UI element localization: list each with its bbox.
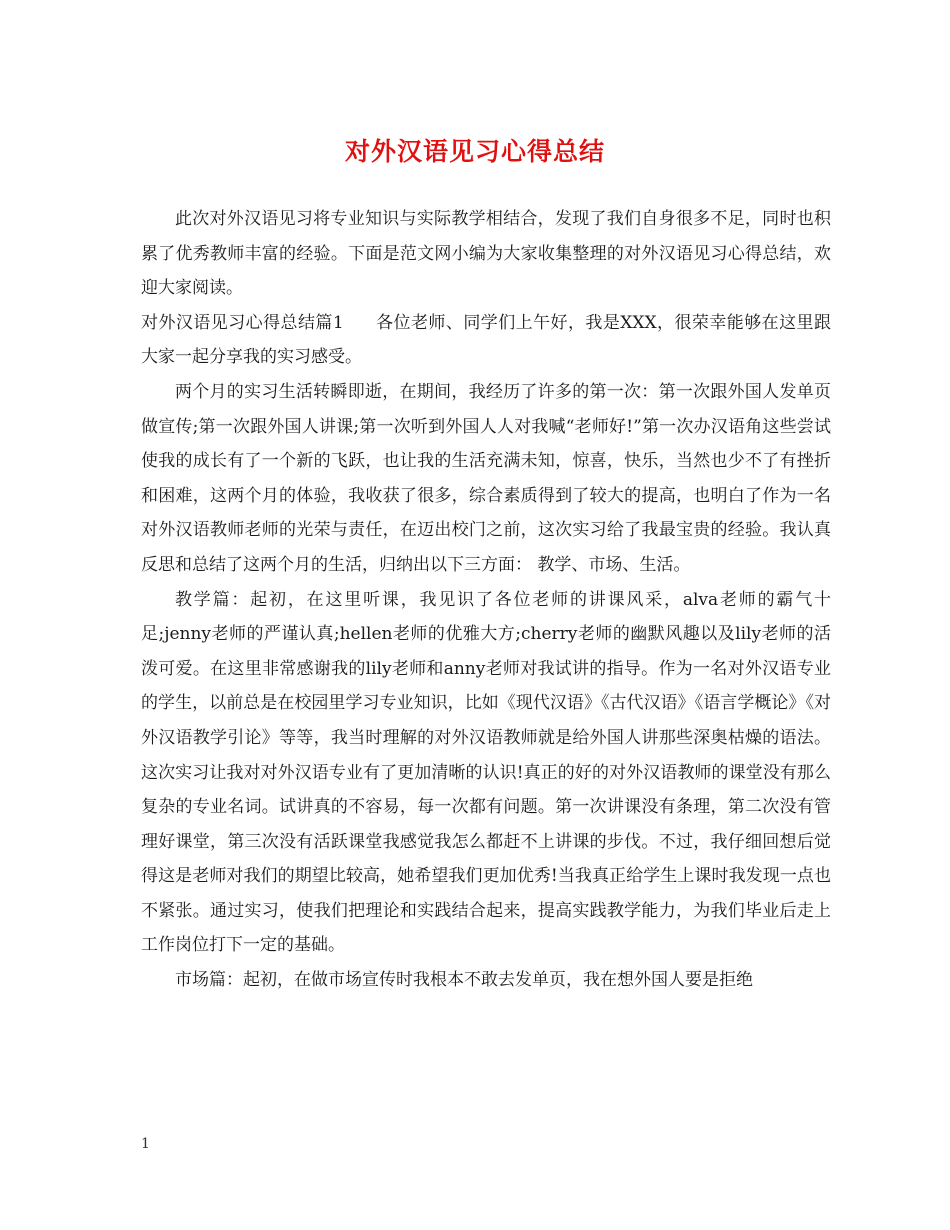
- section-heading: 对外汉语见习心得总结篇1: [141, 312, 344, 333]
- section-heading-line: [141, 306, 831, 375]
- intro-paragraph: 此次对外汉语见习将专业知识与实际教学相结合，发现了我们自身很多不足，同时也积累了优秀教师丰富的经验。下面是范文网小编为大家收集整理的对外汉语见习心得总结，欢迎大家阅读。: [141, 209, 831, 299]
- section-intro: 各位老师、同学们上午好，我是XXX，很荣幸能够在这里跟大家一起分享我的实习感受。: [141, 312, 831, 368]
- teaching-paragraph: 教学篇：起初，在这里听课，我见识了各位老师的讲课风采，alva老师的霸气十足;jenny老师的严谨认真;hellen老师的优雅大方;cherry老师的幽默风趣以及lily老师的活泼可爱。在这里非常感谢我的lily老师和anny老师对我试讲的指导。作为一名对外汉语专业的学生，以前总是在校园里学习专业知识，比如《现代汉语》《古代汉语》《语言学概论》《对外汉语教学引论》等等，我当时理解的对外汉语教师就是给外国人讲那些深奥枯燥的语法。这次实习让我对对外汉语专业有了更加清晰的认识!真正的好的对外汉语教师的课堂没有那么复杂的专业名词。试讲真的不容易，每一次都有问题。第一次讲课没有条理，第二次没有管理好课堂，第三次没有活跃课堂我感觉我怎么都赶不上讲课的步伐。不过，我仔细回想后觉得这是老师对我们的期望比较高，她希望我们更加优秀!当我真正给学生上课时我发现一点也不紧张。通过实习，使我们把理论和实践结合起来，提高实践教学能力，为我们毕业后走上工作岗位打下一定的基础。: [141, 589, 831, 956]
- experience-paragraph: 两个月的实习生活转瞬即逝，在期间，我经历了许多的第一次：第一次跟外国人发单页做宣传;第一次跟外国人讲课;第一次听到外国人人对我喊“老师好!”第一次办汉语角这些尝试使我的成长有了一个新的飞跃，也让我的生活充满未知，惊喜，快乐，当然也少不了有挫折和困难，这两个月的体验，我收获了很多，综合素质得到了较大的提高，也明白了作为一名对外汉语教师老师的光荣与责任，在迈出校门之前，这次实习给了我最宝贵的经验。我认真反思和总结了这两个月的生活，归纳出以下三方面： 教学、市场、生活。: [141, 381, 831, 575]
- page-number: 1: [141, 1136, 150, 1152]
- document-body: [141, 202, 831, 998]
- document-title: 对外汉语见习心得总结: [344, 137, 605, 166]
- market-paragraph: 市场篇：起初，在做市场宣传时我根本不敢去发单页，我在想外国人要是拒绝: [175, 970, 753, 991]
